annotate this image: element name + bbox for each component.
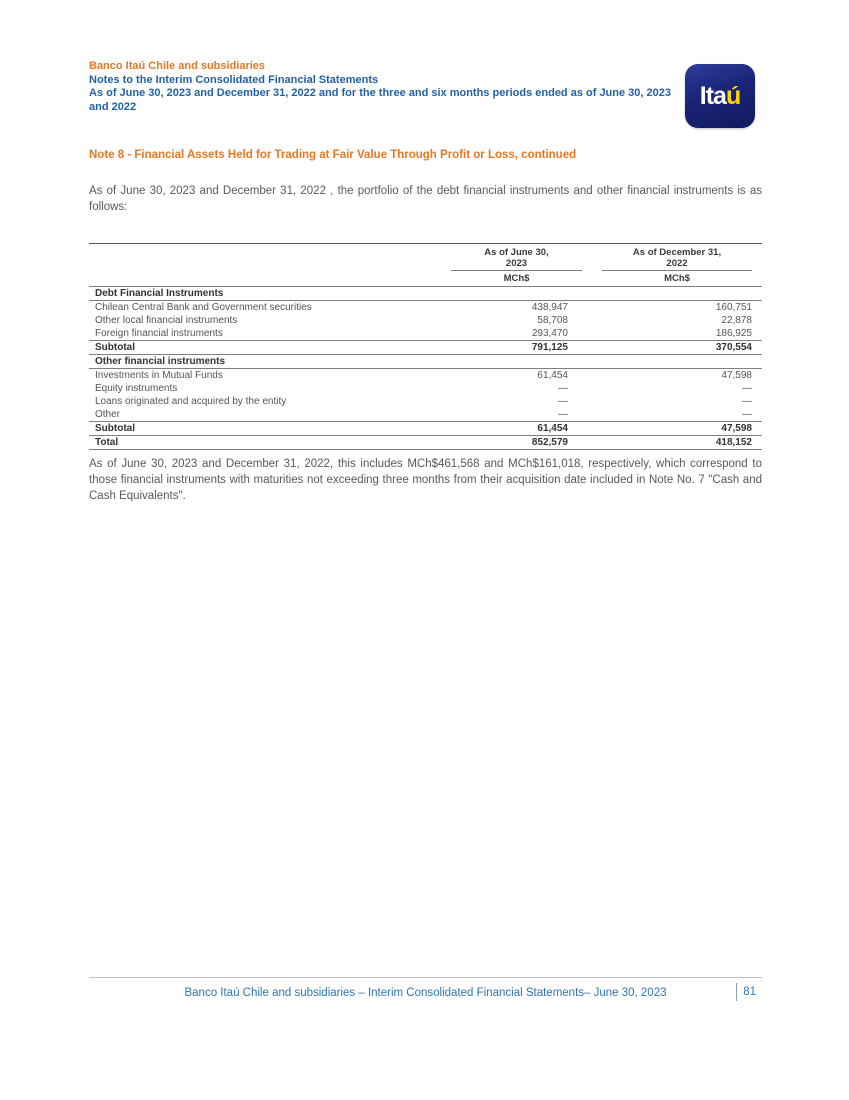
document-period: As of June 30, 2023 and December 31, 2022 and for the three and six months periods ended as of June 30, 2023 and 2022	[89, 87, 671, 113]
table-row-total	[89, 436, 762, 450]
logo-text-main: Ita	[699, 81, 726, 110]
header-date-line1: As of June 30,	[484, 247, 549, 258]
header-empty-cell	[89, 244, 441, 273]
row-value-2023: 293,470	[531, 328, 568, 339]
row-value-2023: —	[558, 396, 568, 407]
row-value-2022: 418,152	[592, 436, 762, 450]
row-value-2023: 438,947	[531, 302, 568, 313]
table-row-data	[89, 395, 762, 408]
table-header-units-row	[89, 272, 762, 287]
table-row-section	[89, 355, 762, 369]
header-date-line2: 2022	[666, 258, 688, 269]
table-body	[89, 287, 762, 450]
closing-paragraph: As of June 30, 2023 and December 31, 2022, this includes MCh$461,568 and MCh$161,018, respectively, which correspond to those financial instruments with maturities not exceeding three months from their acquisition date included in Note No. 7 "Cash and Cash Equivalents".	[89, 458, 762, 502]
table-row-data	[89, 327, 762, 341]
row-label: Debt Financial Instruments	[89, 287, 441, 301]
row-value-2022: 22,878	[721, 315, 752, 326]
header-col-december-2022	[592, 244, 762, 273]
row-value-2022: —	[742, 409, 752, 420]
row-value-2022: —	[742, 383, 752, 394]
header-col-december-2022-inner	[602, 247, 752, 271]
header-col-june-2023-inner	[451, 247, 582, 271]
row-value-2023	[441, 355, 592, 369]
row-label: Other financial instruments	[89, 355, 441, 369]
row-value-2022	[592, 355, 762, 369]
table-header	[89, 244, 762, 287]
intro-paragraph: As of June 30, 2023 and December 31, 2022 , the portfolio of the debt financial instruments and other financial instruments is as follows:	[89, 185, 762, 213]
page-footer	[89, 977, 762, 999]
row-value-2023: 61,454	[537, 370, 568, 381]
row-label: Equity instruments	[95, 383, 178, 394]
row-value-2023: 58,708	[537, 315, 568, 326]
table-row-data	[89, 408, 762, 422]
row-value-2022: —	[742, 396, 752, 407]
row-label: Foreign financial instruments	[95, 328, 223, 339]
header-col-june-2023	[441, 244, 592, 273]
financial-instruments-table	[89, 243, 762, 450]
table-row-data	[89, 382, 762, 395]
table-row-subtotal	[89, 341, 762, 355]
row-value-2023	[441, 287, 592, 301]
row-value-2022: 370,554	[592, 341, 762, 355]
row-value-2023: 61,454	[441, 422, 592, 436]
row-label: Other	[95, 409, 121, 420]
itau-logo-text	[700, 82, 740, 111]
row-value-2022: 47,598	[592, 422, 762, 436]
header-unit-mch: MCh$	[441, 272, 592, 287]
header-empty-cell	[89, 272, 441, 287]
row-label: Total	[89, 436, 441, 450]
table-row-data	[89, 369, 762, 383]
row-value-2023: —	[558, 409, 568, 420]
table-row-data	[89, 314, 762, 327]
row-label: Subtotal	[89, 422, 441, 436]
table-row-subtotal	[89, 422, 762, 436]
table-header-dates-row	[89, 244, 762, 273]
company-name: Banco Itaú Chile and subsidiaries	[89, 60, 266, 72]
row-label: Loans originated and acquired by the entity	[95, 396, 287, 407]
footer-text: Banco Itaú Chile and subsidiaries – Interim Consolidated Financial Statements– June 30, 2023	[184, 987, 667, 999]
row-value-2022: 160,751	[715, 302, 752, 313]
table-row-data	[89, 301, 762, 315]
document-header	[89, 60, 674, 114]
document-title: Notes to the Interim Consolidated Financial Statements	[89, 73, 379, 86]
row-value-2023: —	[558, 383, 568, 394]
row-label: Other local financial instruments	[95, 315, 238, 326]
row-label: Subtotal	[89, 341, 441, 355]
note-title: Note 8 - Financial Assets Held for Trading at Fair Value Through Profit or Loss, continued	[89, 149, 577, 161]
table-row-section	[89, 287, 762, 301]
header-unit-mch: MCh$	[592, 272, 762, 287]
logo-text-accent: ú	[725, 81, 741, 110]
header-date-line2: 2023	[505, 258, 528, 269]
row-value-2023: 852,579	[441, 436, 592, 450]
row-value-2023: 791,125	[441, 341, 592, 355]
row-value-2022: 47,598	[721, 370, 752, 381]
itau-logo	[685, 64, 755, 128]
row-value-2022: 186,925	[715, 328, 752, 339]
header-date-line1: As of December 31,	[632, 247, 722, 258]
row-value-2022	[592, 287, 762, 301]
page-number: 81	[736, 983, 758, 1001]
row-label: Chilean Central Bank and Government securities	[95, 302, 312, 313]
row-label: Investments in Mutual Funds	[95, 370, 223, 381]
